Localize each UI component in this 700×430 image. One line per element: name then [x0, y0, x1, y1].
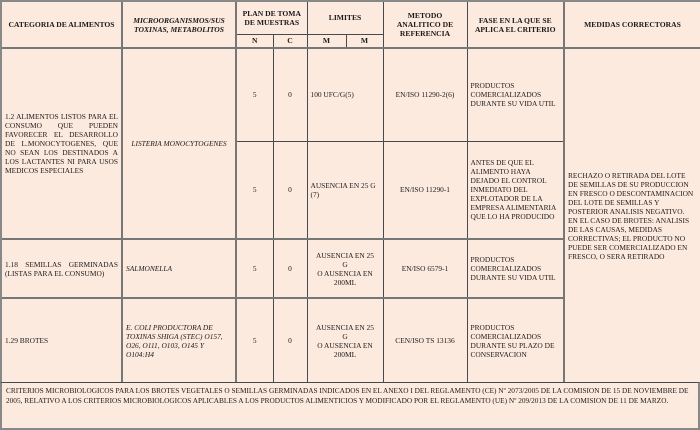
microorganismo-cell: E. COLI PRODUCTORA DE TOXINAS SHIGA (STEC) O157, O26, O111, O103, O145 Y O104:H4 [122, 298, 236, 383]
c-cell: 0 [273, 239, 307, 298]
medidas-p2: EN EL CASO DE BROTES: ANALISIS DE LAS CAUSAS, MEDIDAS CORRECTIVAS; EL PRODUCTO NO PUEDE SER COMERCIALIZADO EN FRESCO, O SERA RETIRADO [568, 215, 690, 261]
metodo-cell: EN/ISO 11290-1 [383, 141, 467, 239]
fase-cell: ANTES DE QUE EL ALIMENTO HAYA DEJADO EL CONTROL INMEDIATO DEL EXPLOTADOR DE LA EMPRESA ALIMENTARIA QUE LO HA PRODUCIDO [467, 141, 564, 239]
limite-line: G [342, 331, 348, 341]
microorganismo-cell: SALMONELLA [122, 239, 236, 298]
metodo-cell: EN/ISO 11290-2(6) [383, 48, 467, 141]
microorganismo-cell: LISTERIA MONOCYTOGENES [122, 48, 236, 239]
limite-line: 200ML [333, 349, 357, 359]
table-row [1, 48, 700, 141]
medidas-p1: RECHAZO O RETIRADA DEL LOTE DE SEMILLAS DE SU PRODUCCION EN FRESCO O DESCONTAMINACION DEL LOTE DE SEMILLAS Y POSTERIOR ANALISIS NEGATIVO. [568, 170, 694, 216]
header-metodo: METODO ANALITICO DE REFERENCIA [383, 1, 467, 48]
limite-line: O AUSENCIA EN [317, 268, 373, 278]
footer-note: CRITERIOS MICROBIOLOGICOS PARA LOS BROTES VEGETALES O SEMILLAS GERMINADAS INDICADOS EN EL ANEXO I DEL REGLAMENTO (CE) Nº 2073/2005 DE LA COMISION DE 15 DE NOVIEMBRE DE 2005, RELATIVO A LOS CRITERIOS MICROBIOLOGICOS APLICABLES A LOS PRODUCTOS ALIMENTICIOS Y MODIFICADO POR EL REGLAMENTO (UE) Nº 209/2013 DE LA COMISION DE 11 DE MARZO. [0, 382, 700, 430]
limite-cell [307, 239, 383, 298]
header-limites-m1: M [307, 34, 346, 48]
limite-cell: 100 UFC/G(5) [307, 48, 383, 141]
metodo-cell: EN/ISO 6579-1 [383, 239, 467, 298]
header-categoria: CATEGORIA DE ALIMENTOS [1, 1, 122, 48]
n-cell: 5 [236, 48, 273, 141]
header-medidas: MEDIDAS CORRECTORAS [564, 1, 700, 48]
header-limites-m2: M [346, 34, 383, 48]
limite-line: O AUSENCIA EN [317, 340, 373, 350]
header-plan-n: N [236, 34, 273, 48]
fase-cell: PRODUCTOS COMERCIALIZADOS DURANTE SU PLAZO DE CONSERVACION [467, 298, 564, 383]
header-fase: FASE EN LA QUE SE APLICA EL CRITERIO [467, 1, 564, 48]
limite-cell: AUSENCIA EN 25 G (7) [307, 141, 383, 239]
c-cell: 0 [273, 298, 307, 383]
n-cell: 5 [236, 141, 273, 239]
n-cell: 5 [236, 239, 273, 298]
header-plan-c: C [273, 34, 307, 48]
fase-cell: PRODUCTOS COMERCIALIZADOS DURANTE SU VIDA UTIL [467, 48, 564, 141]
categoria-cell: 1.2 ALIMENTOS LISTOS PARA EL CONSUMO QUE PUEDEN FAVORECER EL DESARROLLO DE L.MONOCYTOGENES, QUE NO SEAN LOS DESTINADOS A LOS LACTANTES NI PARA USOS MEDICOS ESPECIALES [1, 48, 122, 239]
limite-line: AUSENCIA EN 25 [316, 250, 374, 260]
categoria-cell: 1.29 BROTES [1, 298, 122, 383]
n-cell: 5 [236, 298, 273, 383]
metodo-cell: CEN/ISO TS 13136 [383, 298, 467, 383]
header-microorganismos: MICROORGANISMOS/SUS TOXINAS, METABOLITOS [122, 1, 236, 48]
limite-line: 200ML [333, 277, 357, 287]
c-cell: 0 [273, 141, 307, 239]
categoria-cell: 1.18 SEMILLAS GERMINADAS (LISTAS PARA EL CONSUMO) [1, 239, 122, 298]
header-limites: LIMITES [307, 1, 383, 34]
medidas-correctoras-cell [564, 48, 700, 383]
limite-line: AUSENCIA EN 25 [316, 322, 374, 332]
header-row-1 [1, 1, 700, 34]
header-plan: PLAN DE TOMA DE MUESTRAS [236, 1, 307, 34]
fase-cell: PRODUCTOS COMERCIALIZADOS DURANTE SU VIDA UTIL [467, 239, 564, 298]
limite-cell [307, 298, 383, 383]
c-cell: 0 [273, 48, 307, 141]
limite-line: G [342, 259, 348, 269]
